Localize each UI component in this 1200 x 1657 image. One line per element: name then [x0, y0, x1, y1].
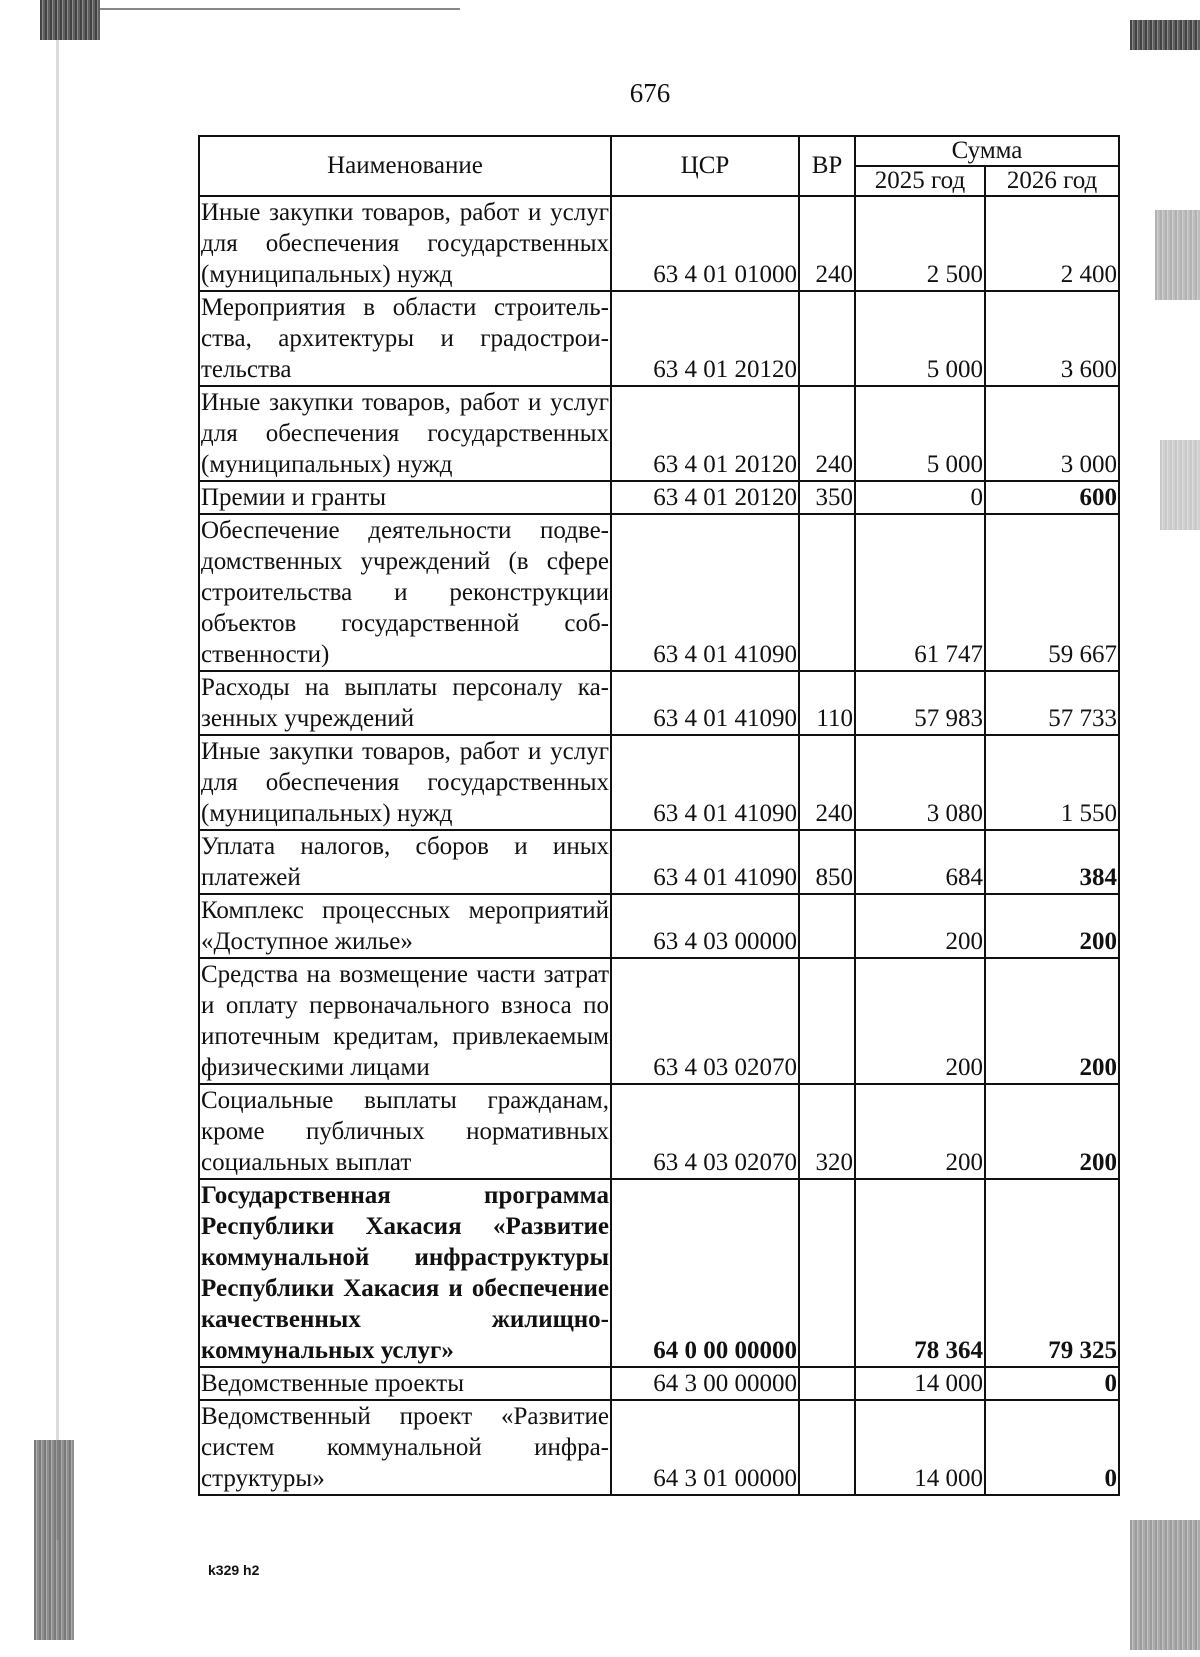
- header-vr: ВР: [799, 136, 855, 196]
- row-vr: [799, 1179, 855, 1367]
- scan-artifact: [1130, 1520, 1200, 1650]
- row-amount-2026: 200: [985, 894, 1119, 958]
- header-csr: ЦСР: [611, 136, 799, 196]
- row-vr: [799, 291, 855, 386]
- row-amount-2025: 14 000: [855, 1367, 985, 1400]
- scan-artifact: [1130, 20, 1200, 50]
- header-sum: Сумма: [855, 136, 1119, 166]
- scan-artifact: [100, 8, 460, 10]
- row-csr: 63 4 01 41090: [611, 735, 799, 830]
- header-year-2025: 2025 год: [855, 166, 985, 196]
- row-vr: [799, 894, 855, 958]
- row-csr: 64 3 00 00000: [611, 1367, 799, 1400]
- row-amount-2025: 61 747: [855, 514, 985, 671]
- scan-artifact: [56, 40, 59, 1540]
- page-number: 676: [629, 78, 671, 108]
- row-csr: 63 4 01 20120: [611, 481, 799, 514]
- row-amount-2026: 384: [985, 830, 1119, 894]
- table-row: [199, 735, 1119, 830]
- table-row: [199, 671, 1119, 735]
- row-name: Комплекс процессных мероприятий «Доступное жилье»: [199, 894, 611, 958]
- table-row: [199, 481, 1119, 514]
- row-name: Уплата налогов, сборов и иных платежей: [199, 830, 611, 894]
- row-amount-2026: 600: [985, 481, 1119, 514]
- row-name: Ведомственные проекты: [199, 1367, 611, 1400]
- row-amount-2025: 5 000: [855, 386, 985, 481]
- row-name: Мероприятия в области строительства, архитектуры и градостроительства: [199, 291, 611, 386]
- row-csr: 63 4 01 20120: [611, 386, 799, 481]
- row-name: Иные закупки товаров, работ и услуг для обеспечения государственных (муниципальных) нужд: [199, 386, 611, 481]
- row-amount-2025: 684: [855, 830, 985, 894]
- table-row: [199, 830, 1119, 894]
- row-csr: 63 4 03 00000: [611, 894, 799, 958]
- row-csr: 63 4 03 02070: [611, 958, 799, 1084]
- row-vr: 350: [799, 481, 855, 514]
- row-amount-2025: 14 000: [855, 1400, 985, 1495]
- row-csr: 63 4 03 02070: [611, 1084, 799, 1179]
- row-amount-2026: 2 400: [985, 196, 1119, 291]
- footer-code: k329 h2: [208, 1562, 260, 1578]
- table-row: [199, 958, 1119, 1084]
- scan-artifact: [1155, 210, 1200, 300]
- row-csr: 63 4 01 41090: [611, 671, 799, 735]
- table-row: [199, 1179, 1119, 1367]
- row-name: Иные закупки товаров, работ и услуг для обеспечения государственных (муниципальных) нужд: [199, 735, 611, 830]
- table-row: [199, 1400, 1119, 1495]
- row-amount-2025: 3 080: [855, 735, 985, 830]
- row-amount-2025: 57 983: [855, 671, 985, 735]
- row-amount-2025: 5 000: [855, 291, 985, 386]
- row-amount-2026: 57 733: [985, 671, 1119, 735]
- row-vr: [799, 1367, 855, 1400]
- row-vr: 850: [799, 830, 855, 894]
- budget-table: [198, 135, 1120, 1496]
- row-amount-2025: 78 364: [855, 1179, 985, 1367]
- row-amount-2026: 1 550: [985, 735, 1119, 830]
- row-vr: [799, 514, 855, 671]
- row-amount-2026: 59 667: [985, 514, 1119, 671]
- scan-artifact: [34, 1440, 74, 1640]
- row-csr: 64 0 00 00000: [611, 1179, 799, 1367]
- row-name: Государственная программа Республики Хакасия «Развитие коммунальной инфраструктуры Республики Хакасия и обеспечение качественных жилищно-коммунальных услуг»: [199, 1179, 611, 1367]
- table-row: [199, 1367, 1119, 1400]
- row-csr: 63 4 01 01000: [611, 196, 799, 291]
- row-name: Иные закупки товаров, работ и услуг для обеспечения государственных (муниципальных) нужд: [199, 196, 611, 291]
- scan-artifact: [40, 0, 100, 40]
- row-vr: [799, 1400, 855, 1495]
- row-amount-2026: 3 600: [985, 291, 1119, 386]
- table-row: [199, 196, 1119, 291]
- row-csr: 64 3 01 00000: [611, 1400, 799, 1495]
- row-name: Премии и гранты: [199, 481, 611, 514]
- row-amount-2025: 0: [855, 481, 985, 514]
- table-row: [199, 514, 1119, 671]
- row-amount-2025: 200: [855, 958, 985, 1084]
- row-name: Средства на возмещение части затрат и оплату первоначального взноса по ипотечным кредитам, привлекаемым физическими лицами: [199, 958, 611, 1084]
- table-row: [199, 894, 1119, 958]
- row-amount-2026: 0: [985, 1400, 1119, 1495]
- table-body: [199, 196, 1119, 1495]
- row-amount-2025: 2 500: [855, 196, 985, 291]
- row-vr: 240: [799, 196, 855, 291]
- table-row: [199, 1084, 1119, 1179]
- header-year-2026: 2026 год: [985, 166, 1119, 196]
- row-amount-2025: 200: [855, 1084, 985, 1179]
- row-amount-2026: 200: [985, 958, 1119, 1084]
- row-csr: 63 4 01 20120: [611, 291, 799, 386]
- scan-artifact: [1160, 440, 1200, 530]
- table-row: [199, 291, 1119, 386]
- table-row: [199, 386, 1119, 481]
- row-name: Ведомственный проект «Развитие систем коммунальной инфраструктуры»: [199, 1400, 611, 1495]
- row-amount-2026: 79 325: [985, 1179, 1119, 1367]
- row-name: Расходы на выплаты персоналу казенных учреждений: [199, 671, 611, 735]
- row-vr: 320: [799, 1084, 855, 1179]
- row-amount-2026: 0: [985, 1367, 1119, 1400]
- row-name: Обеспечение деятельности подведомственных учреждений (в сфере строительства и реконструкции объектов государственной собственности): [199, 514, 611, 671]
- row-csr: 63 4 01 41090: [611, 830, 799, 894]
- row-name: Социальные выплаты гражданам, кроме публичных нормативных социальных выплат: [199, 1084, 611, 1179]
- header-name: Наименование: [199, 136, 611, 196]
- row-amount-2026: 200: [985, 1084, 1119, 1179]
- row-vr: [799, 958, 855, 1084]
- row-vr: 110: [799, 671, 855, 735]
- row-amount-2026: 3 000: [985, 386, 1119, 481]
- row-vr: 240: [799, 735, 855, 830]
- row-csr: 63 4 01 41090: [611, 514, 799, 671]
- row-amount-2025: 200: [855, 894, 985, 958]
- row-vr: 240: [799, 386, 855, 481]
